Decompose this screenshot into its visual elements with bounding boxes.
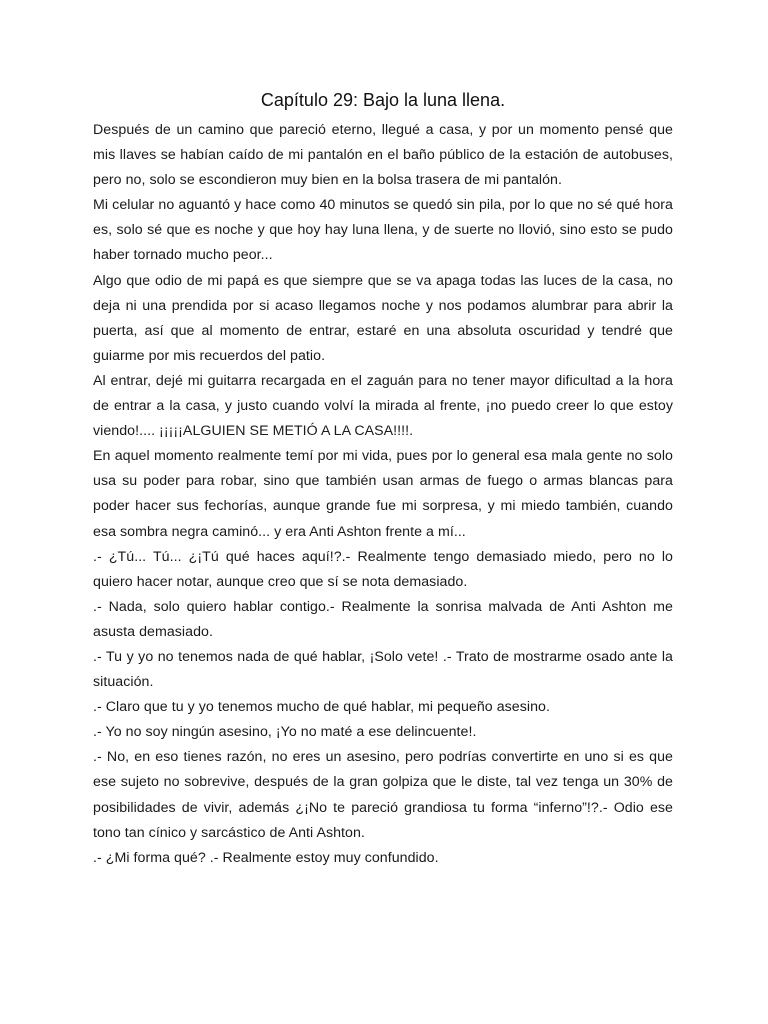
paragraph-5: En aquel momento realmente temí por mi vida, pues por lo general esa mala gente no solo usa su poder para robar, sino que también usan armas de fuego o armas blancas para poder hacer sus fechorías, aunque grande fue mi sorpresa, y mi miedo también, cuando esa sombra negra caminó... y era Anti Ashton frente a mí... bbox=[93, 448, 673, 540]
paragraph-3: Algo que odio de mi papá es que siempre que se va apaga todas las luces de la casa, no deja ni una prendida por si acaso llegamos noche y nos podamos alumbrar para abrir la puerta, así que al momento de entrar, estaré en una absoluta oscuridad y tendré que guiarme por mis recuerdos del patio. bbox=[93, 272, 673, 364]
dialogue-line-3: .- Tu y yo no tenemos nada de qué hablar, ¡Solo vete! .- Trato de mostrarme osado ante la situación. bbox=[93, 648, 673, 691]
dialogue-line-5: .- Yo no soy ningún asesino, ¡Yo no maté a ese delincuente!. bbox=[93, 724, 477, 741]
document-page bbox=[93, 88, 673, 871]
dialogue-line-6: .- No, en eso tienes razón, no eres un asesino, pero podrías convertirte en uno si es que ese sujeto no sobrevive, después de la gran golpiza que le diste, tal vez tenga un 30% de posibilidades de vivir, además ¿¡No te pareció grandiosa tu forma “inferno”!?.- Odio ese tono tan cínico y sarcástico de Anti Ashton. bbox=[93, 749, 673, 841]
paragraph-1: Después de un camino que pareció eterno, llegué a casa, y por un momento pensé que mis llaves se habían caído de mi pantalón en el baño público de la estación de autobuses, pero no, solo se escondieron muy bien en la bolsa trasera de mi pantalón. bbox=[93, 122, 673, 189]
dialogue-line-1: .- ¿Tú... Tú... ¿¡Tú qué haces aquí!?.- Realmente tengo demasiado miedo, pero no lo quiero hacer notar, aunque creo que sí se nota demasiado. bbox=[93, 548, 673, 590]
dialogue-line-4: .- Claro que tu y yo tenemos mucho de qué hablar, mi pequeño asesino. bbox=[93, 699, 550, 716]
dialogue-line-2: .- Nada, solo quiero hablar contigo.- Realmente la sonrisa malvada de Anti Ashton me asusta demasiado. bbox=[93, 598, 673, 640]
paragraph-2: Mi celular no aguantó y hace como 40 minutos se quedó sin pila, por lo que no sé qué hora es, solo sé que es noche y que hoy hay luna llena, y de suerte no llovió, sino esto se pudo haber tornado mucho peor... bbox=[93, 197, 673, 264]
dialogue-line-7: .- ¿Mi forma qué? .- Realmente estoy muy confundido. bbox=[93, 849, 439, 866]
paragraph-4: Al entrar, dejé mi guitarra recargada en el zaguán para no tener mayor dificultad a la hora de entrar a la casa, y justo cuando volví la mirada al frente, ¡no puedo creer lo que estoy viendo!.... ¡¡¡¡¡ALGUIEN SE METIÓ A LA CASA!!!!. bbox=[93, 372, 673, 440]
chapter-title: Capítulo 29: Bajo la luna llena. bbox=[260, 90, 506, 110]
